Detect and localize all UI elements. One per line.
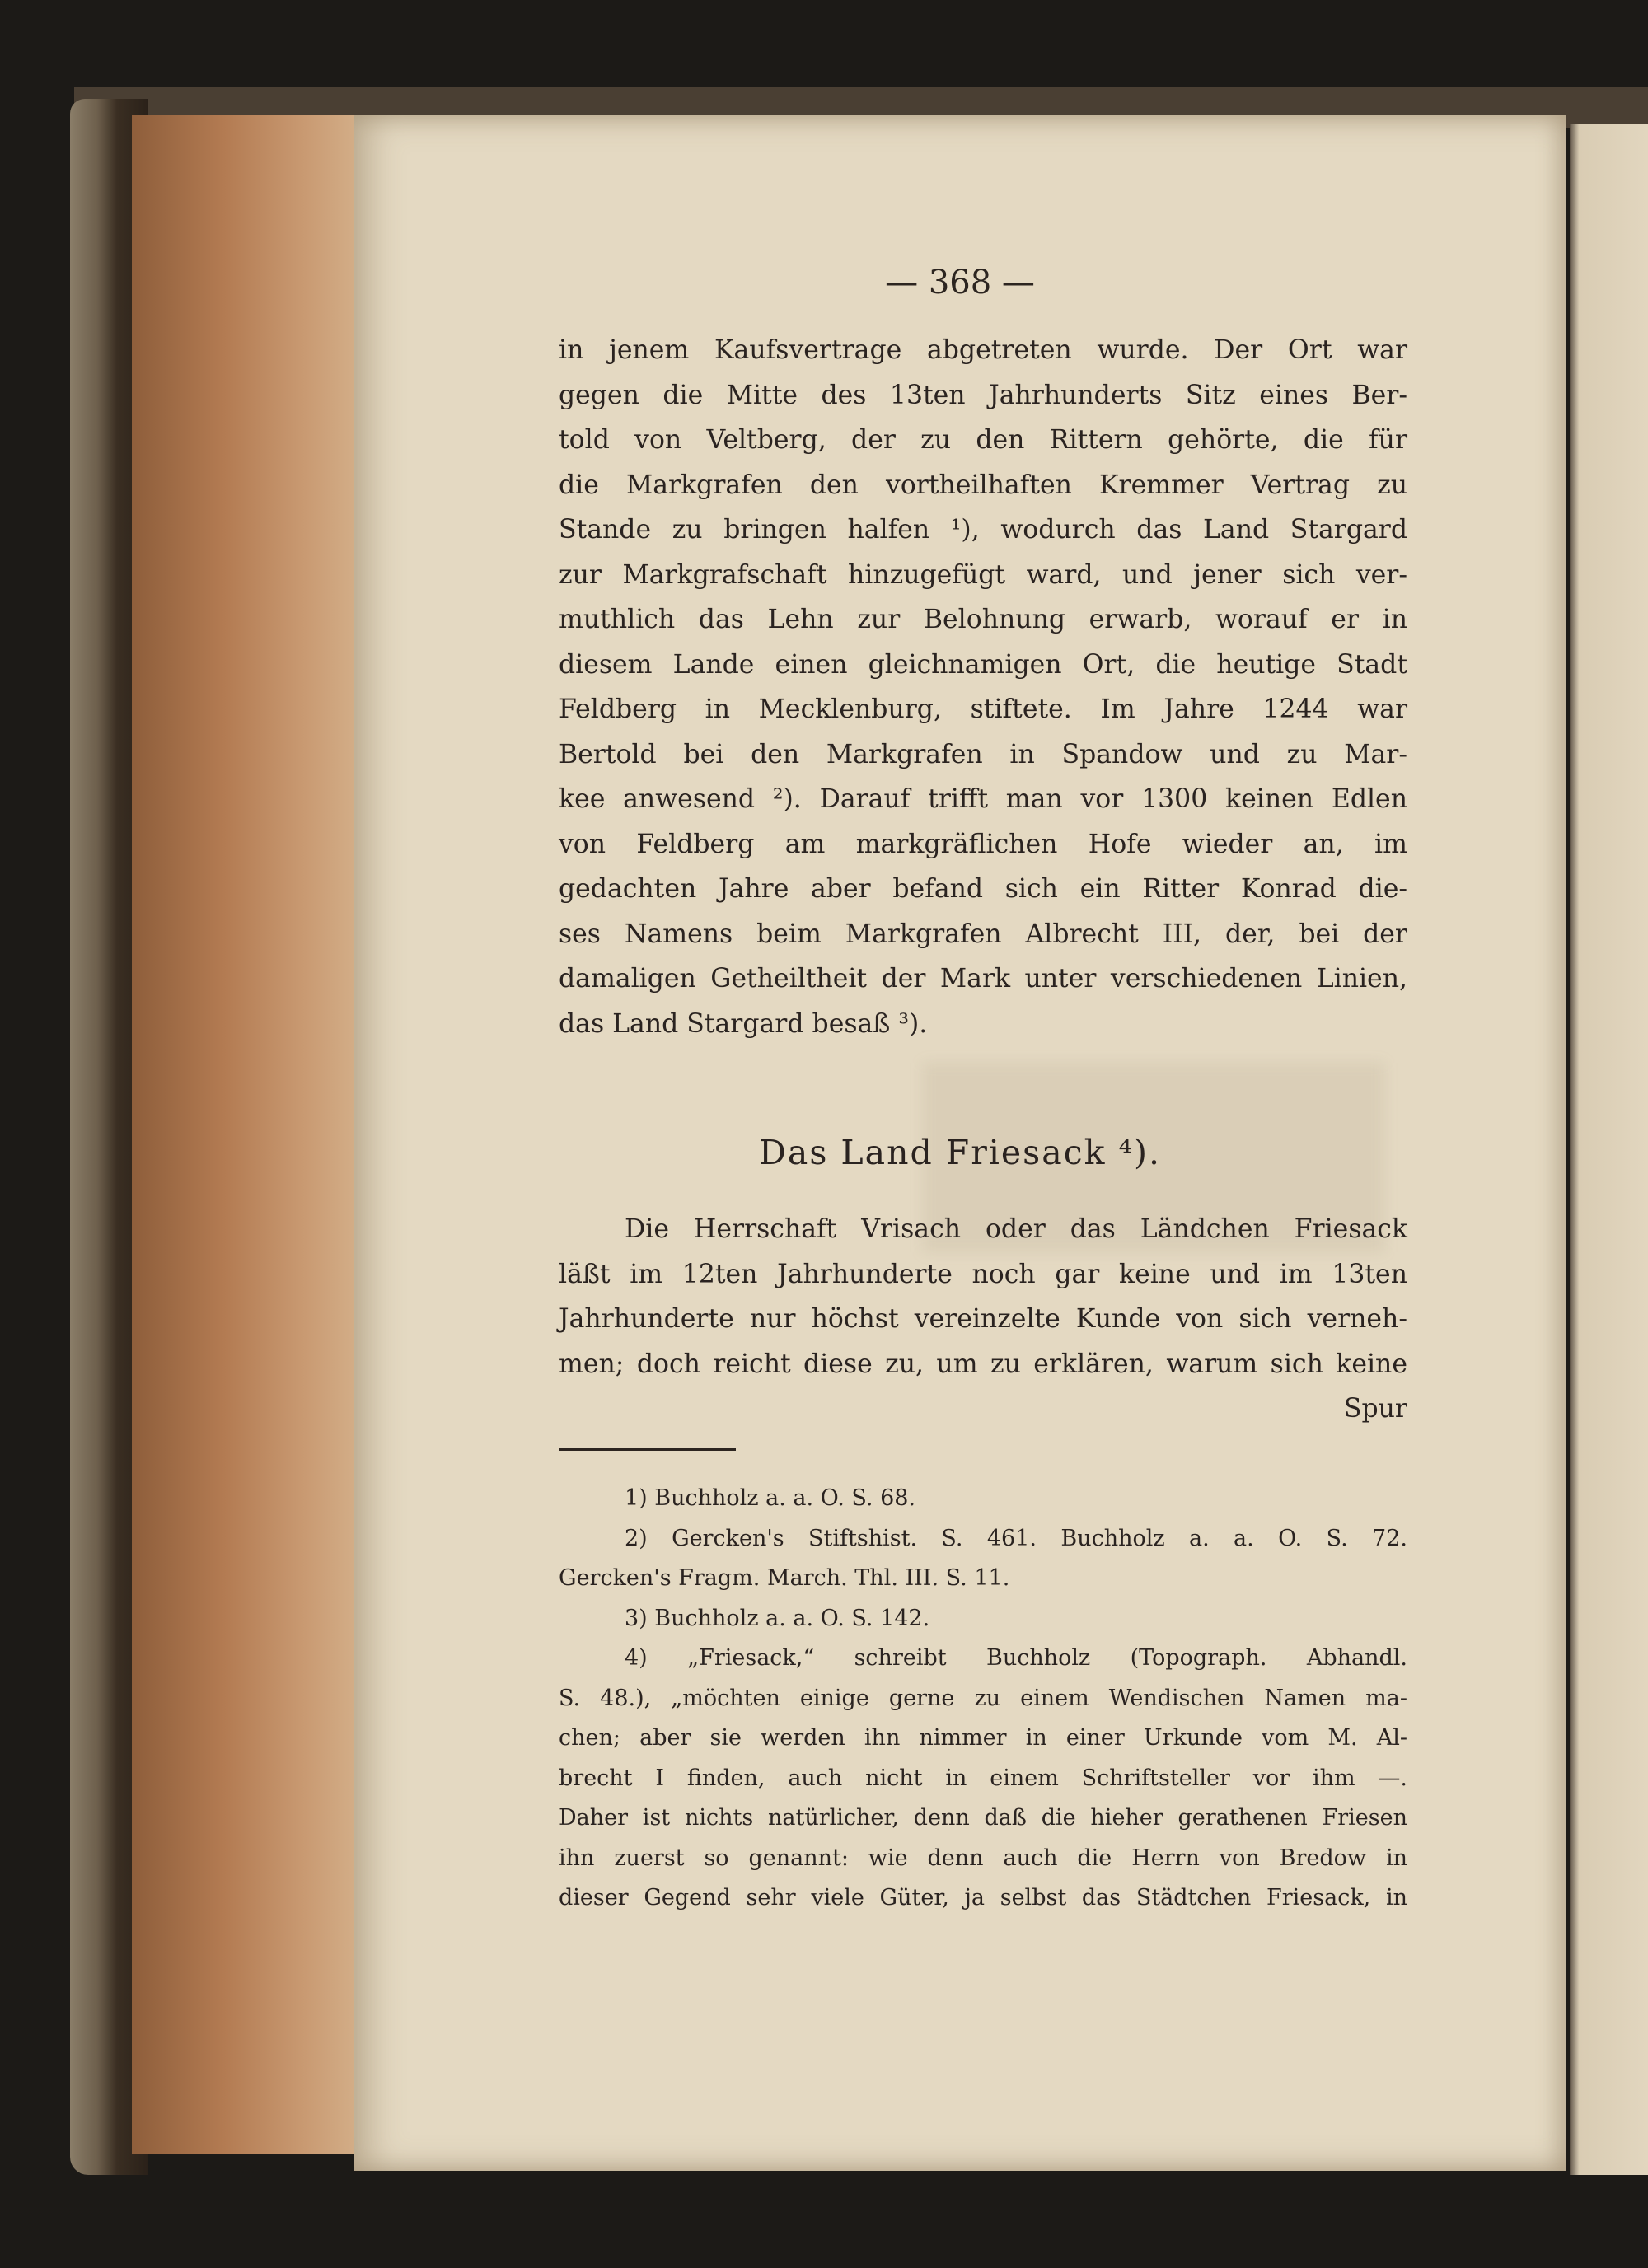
footnote-line: 3) Buchholz a. a. O. S. 142. bbox=[625, 1605, 930, 1631]
main-paragraph bbox=[559, 328, 1407, 1046]
footnote-line: brecht I finden, auch nicht in einem Schriftsteller vor ihm —. bbox=[559, 1765, 1407, 1791]
footnote-line: 4) „Friesack,“ schreibt Buchholz (Topograph. Abhandl. bbox=[625, 1645, 1407, 1671]
text-line: das Land Stargard besaß ³). bbox=[559, 1008, 928, 1039]
text-line: gedachten Jahre aber befand sich ein Ritter Konrad die- bbox=[559, 874, 1407, 904]
footnote-line: chen; aber sie werden ihn nimmer in einer Urkunde vom M. Al- bbox=[559, 1725, 1407, 1751]
text-line: Stande zu bringen halfen ¹), wodurch das Land Stargard bbox=[559, 515, 1407, 545]
text-line: gegen die Mitte des 13ten Jahrhunderts Sitz eines Ber- bbox=[559, 380, 1407, 410]
text-line: Jahrhunderte nur höchst vereinzelte Kunde von sich verneh- bbox=[559, 1304, 1407, 1334]
text-line: in jenem Kaufsvertrage abgetreten wurde. Der Ort war bbox=[559, 335, 1407, 365]
text-line: ses Namens beim Markgrafen Albrecht III, der, bei der bbox=[559, 919, 1407, 949]
footnote-line: Gercken's Fragm. March. Thl. III. S. 11. bbox=[559, 1565, 1010, 1591]
text-line: Bertold bei den Markgrafen in Spandow und zu Mar- bbox=[559, 739, 1407, 769]
footnote-line: 2) Gercken's Stiftshist. S. 461. Buchholz a. a. O. S. 72. bbox=[625, 1525, 1407, 1551]
page-block-edge bbox=[132, 115, 363, 2154]
footnote-line: 1) Buchholz a. a. O. S. 68. bbox=[625, 1485, 916, 1511]
text-line: Die Herrschaft Vrisach oder das Ländchen Friesack bbox=[625, 1214, 1407, 1244]
footnote-rule bbox=[559, 1448, 736, 1451]
text-line: diesem Lande einen gleichnamigen Ort, die heutige Stadt bbox=[559, 649, 1407, 680]
text-line: men; doch reicht diese zu, um zu erklären, warum sich keine bbox=[559, 1349, 1407, 1379]
footnote-line: dieser Gegend sehr viele Güter, ja selbst das Städtchen Friesack, in bbox=[559, 1885, 1407, 1910]
text-line: muthlich das Lehn zur Belohnung erwarb, worauf er in bbox=[559, 605, 1407, 634]
text-line: told von Veltberg, der zu den Rittern gehörte, die für bbox=[559, 425, 1407, 455]
page-number: — 368 — bbox=[885, 264, 1035, 302]
text-line: damaligen Getheiltheit der Mark unter verschiedenen Linien, bbox=[559, 964, 1407, 994]
facing-page-edge bbox=[1570, 124, 1648, 2175]
book-page bbox=[354, 115, 1566, 2171]
text-line: kee anwesend ²). Darauf trifft man vor 1300 keinen Edlen bbox=[559, 784, 1407, 814]
footnote-line: S. 48.), „möchten einige gerne zu einem Wendischen Namen ma- bbox=[559, 1685, 1407, 1711]
footnote-line: Daher ist nichts natürlicher, denn daß die hieher gerathenen Friesen bbox=[559, 1805, 1407, 1831]
text-line: zur Markgrafschaft hinzugefügt ward, und jener sich ver- bbox=[559, 559, 1407, 590]
second-paragraph bbox=[559, 1207, 1407, 1432]
text-line: läßt im 12ten Jahrhunderte noch gar keine und im 13ten bbox=[559, 1259, 1407, 1289]
section-heading: Das Land Friesack ⁴). bbox=[759, 1133, 1161, 1172]
text-line: Feldberg in Mecklenburg, stiftete. Im Jahre 1244 war bbox=[559, 694, 1407, 724]
text-line: die Markgrafen den vortheilhaften Kremmer Vertrag zu bbox=[559, 470, 1407, 500]
text-line: von Feldberg am markgräflichen Hofe wieder an, im bbox=[559, 829, 1407, 859]
catchword: Spur bbox=[1343, 1394, 1407, 1424]
footnotes bbox=[559, 1479, 1407, 1919]
footnote-line: ihn zuerst so genannt: wie denn auch die Herrn von Bredow in bbox=[559, 1845, 1407, 1871]
